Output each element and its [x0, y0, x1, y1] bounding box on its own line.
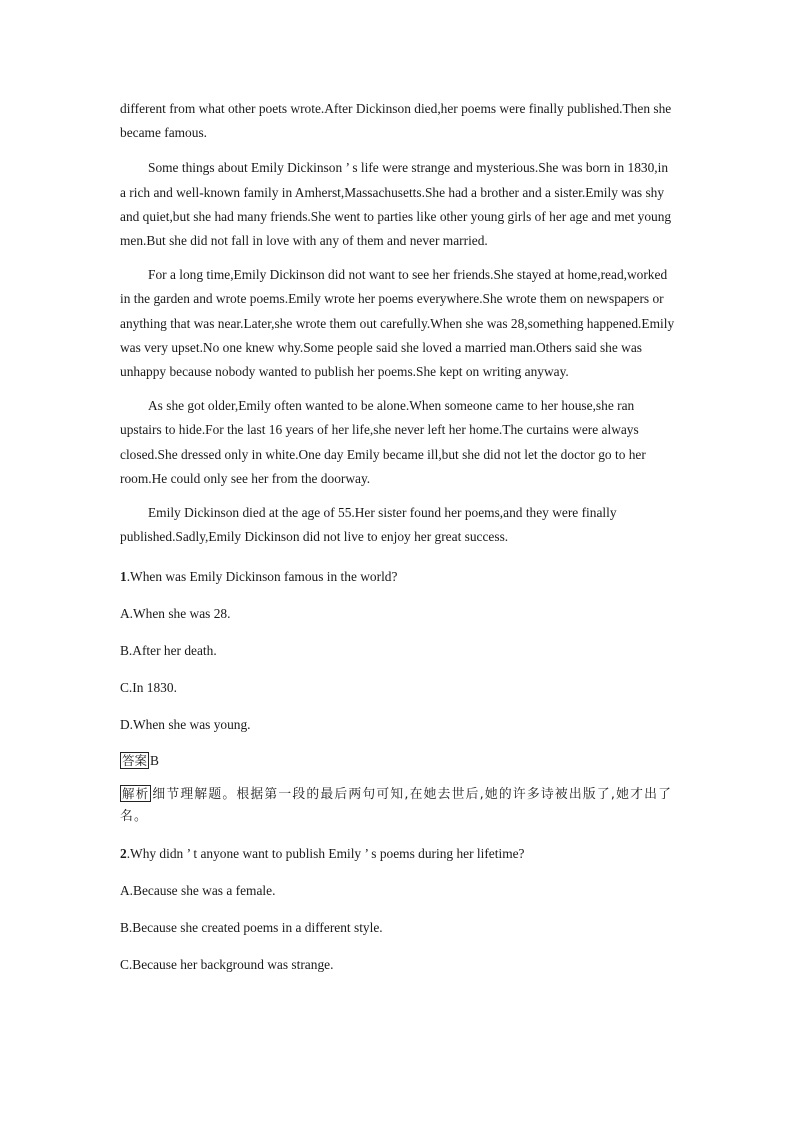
question-2-option-a: A.Because she was a female. — [120, 883, 276, 899]
question-2-stem: 2.Why didn ’ t anyone want to publish Emily ’ s poems during her lifetime? — [120, 846, 525, 862]
question-2 — [120, 844, 675, 975]
question-1-stem: 1.When was Emily Dickinson famous in the world? — [120, 569, 398, 585]
analysis-text: 细节理解题。根据第一段的最后两句可知,在她去世后,她的许多诗被出版了,她才出了名。 — [120, 787, 673, 825]
passage-paragraph-1: different from what other poets wrote.After Dickinson died,her poems were finally published.Then she became famous. — [120, 101, 675, 141]
question-2-number: 2 — [120, 846, 127, 862]
analysis-tag: 解析 — [122, 786, 150, 802]
question-2-option-c: C.Because her background was strange. — [120, 957, 334, 973]
answer-value: B — [150, 753, 159, 769]
question-1-number: 1 — [120, 569, 127, 585]
document-body — [120, 97, 678, 975]
passage-paragraph-3: For a long time,Emily Dickinson did not want to see her friends.She stayed at home,read,worked in the garden and wrote poems.Emily wrote her poems everywhere.She wrote them on newspapers or anything that was near.Later,she wrote them out carefully.When she was 28,something happened.Emily was very upset.No one knew why.Some people said she loved a married man.Others said she was unhappy because nobody wanted to publish her poems.She kept on writing anyway. — [120, 267, 678, 380]
passage-paragraph-4: As she got older,Emily often wanted to be alone.When someone came to her house,she ran upstairs to hide.For the last 16 years of her life,she never left her home.The curtains were always closed.She dressed only in white.One day Emily became ill,but she did not let the doctor go to her room.He could only see her from the doorway. — [120, 398, 650, 486]
question-1-answer — [120, 750, 675, 772]
passage-paragraph-5: Emily Dickinson died at the age of 55.Her sister found her poems,and they were finally published.Sadly,Emily Dickinson did not live to enjoy her great success. — [120, 505, 620, 545]
question-1-analysis — [120, 784, 675, 828]
question-1-option-b: B.After her death. — [120, 643, 217, 659]
question-2-option-b: B.Because she created poems in a different style. — [120, 920, 383, 936]
answer-tag: 答案 — [122, 753, 148, 769]
question-1-option-d: D.When she was young. — [120, 717, 251, 733]
question-1-option-a: A.When she was 28. — [120, 606, 231, 622]
question-1 — [120, 567, 675, 828]
question-1-option-c: C.In 1830. — [120, 680, 177, 696]
passage-paragraph-2: Some things about Emily Dickinson ’ s life were strange and mysterious.She was born in 1830,in a rich and well-known family in Amherst,Massachusetts.She had a brother and a sister.Emily was shy and quiet,but she had many friends.She went to parties like other young girls of her age and met young men.But she did not fall in love with any of them and never married. — [120, 160, 675, 249]
